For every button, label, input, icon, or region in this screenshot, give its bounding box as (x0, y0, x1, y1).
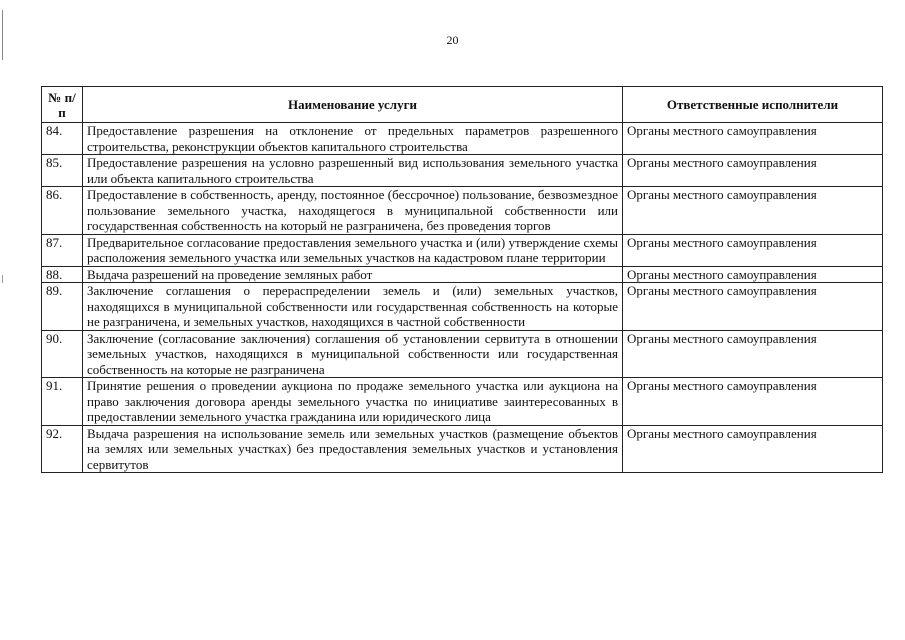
row-responsible: Органы местного самоуправления (623, 155, 883, 187)
row-num: 91. (42, 378, 83, 426)
row-responsible: Органы местного самоуправления (623, 330, 883, 378)
row-num: 89. (42, 283, 83, 331)
row-service-name: Принятие решения о проведении аукциона по продаже земельного участка или аукциона на право заключения договора аренды земельного участка по инициативе заинтересованных в предоставлении земельного участка гражданина или юридического лица (83, 378, 623, 426)
header-num: № п/п (42, 87, 83, 123)
row-service-name: Предоставление в собственность, аренду, постоянное (бессрочное) пользование, безвозмездное пользование земельного участка, находящегося в муниципальной собственности или государственная собственность на который не разграничена, без проведения торгов (83, 187, 623, 235)
row-num: 92. (42, 425, 83, 473)
row-responsible: Органы местного самоуправления (623, 123, 883, 155)
row-responsible: Органы местного самоуправления (623, 187, 883, 235)
row-service-name: Заключение (согласование заключения) соглашения об установлении сервитута в отношении земельных участков, находящихся в муниципальной собственности или государственная собственность на которые не разграничена (83, 330, 623, 378)
page-number: 20 (446, 33, 459, 47)
header-responsible: Ответственные исполнители (623, 87, 883, 123)
row-service-name: Выдача разрешения на использование земель или земельных участков (размещение объектов на землях или земельных участках) без предоставления земельных участков и установления сервитутов (83, 425, 623, 473)
services-table (41, 86, 883, 473)
row-service-name: Предоставление разрешения на условно разрешенный вид использования земельного участка или объекта капитального строительства (83, 155, 623, 187)
header-name: Наименование услуги (83, 87, 623, 123)
row-responsible: Органы местного самоуправления (623, 234, 883, 266)
table-row (42, 155, 883, 187)
table-row (42, 378, 883, 426)
table-row (42, 330, 883, 378)
table-row (42, 234, 883, 266)
table-row (42, 123, 883, 155)
row-responsible: Органы местного самоуправления (623, 378, 883, 426)
margin-mark (2, 275, 5, 283)
row-num: 87. (42, 234, 83, 266)
table-row (42, 283, 883, 331)
row-num: 84. (42, 123, 83, 155)
row-service-name: Предоставление разрешения на отклонение от предельных параметров разрешенного строительства, реконструкции объектов капитального строительства (83, 123, 623, 155)
table-body (42, 123, 883, 473)
row-num: 86. (42, 187, 83, 235)
table-row (42, 187, 883, 235)
table-row (42, 266, 883, 283)
table-row (42, 425, 883, 473)
row-num: 85. (42, 155, 83, 187)
row-responsible: Органы местного самоуправления (623, 425, 883, 473)
row-service-name: Выдача разрешений на проведение земляных работ (83, 266, 623, 283)
row-service-name: Заключение соглашения о перераспределении земель и (или) земельных участков, находящихся в муниципальной собственности или государственная собственность на которые не разграничена, и земельных участков, находящихся в частной собственности (83, 283, 623, 331)
row-service-name: Предварительное согласование предоставления земельного участка и (или) утверждение схемы расположения земельного участка или земельных участков на кадастровом плане территории (83, 234, 623, 266)
row-num: 90. (42, 330, 83, 378)
row-responsible: Органы местного самоуправления (623, 283, 883, 331)
row-responsible: Органы местного самоуправления (623, 266, 883, 283)
table-header-row (42, 87, 883, 123)
row-num: 88. (42, 266, 83, 283)
